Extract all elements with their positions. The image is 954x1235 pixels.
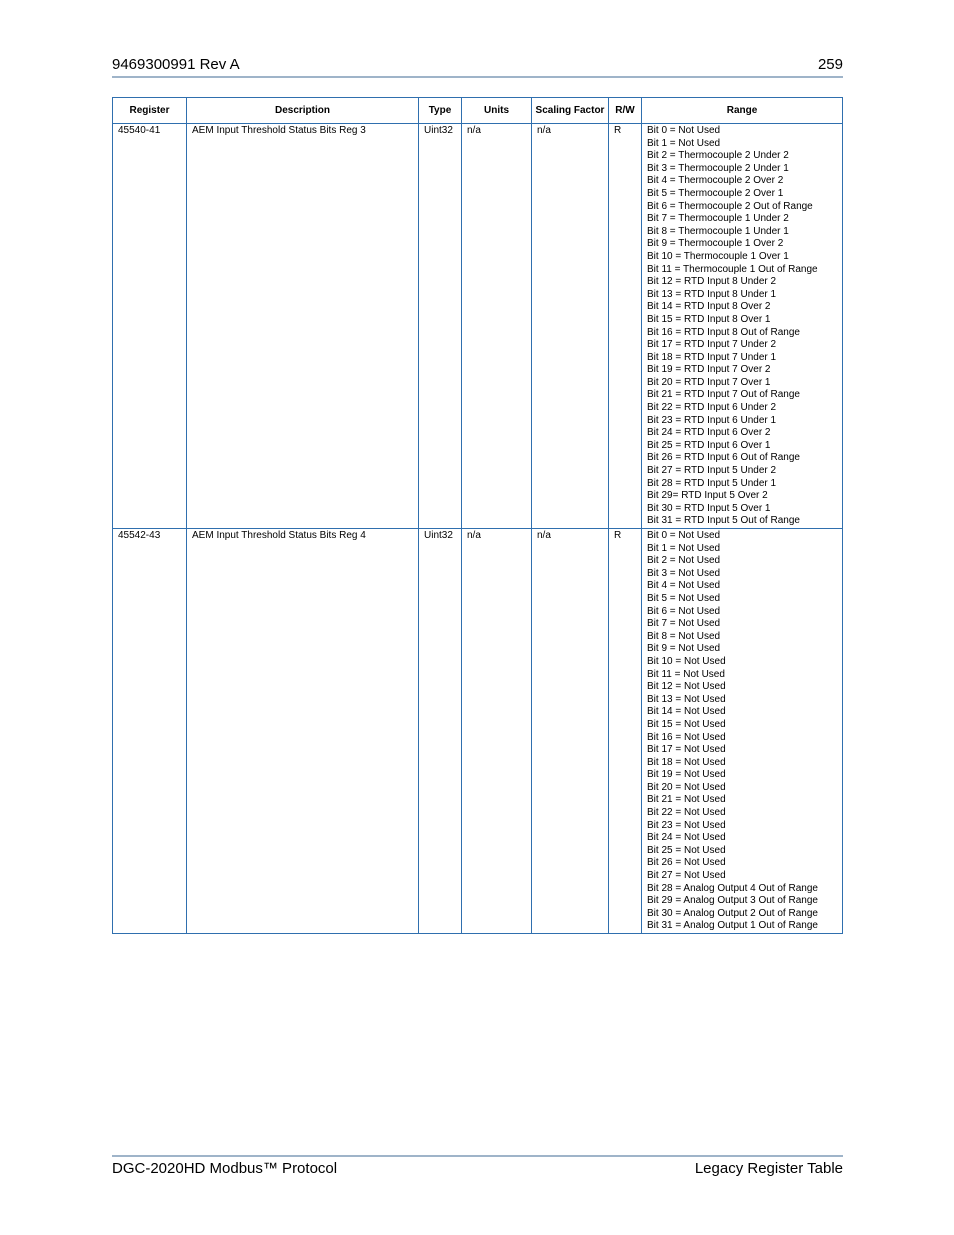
- range-bit-line: Bit 30 = Analog Output 2 Out of Range: [647, 907, 818, 919]
- range-bit-line: Bit 26 = RTD Input 6 Out of Range: [647, 452, 800, 464]
- range-bit-line: Bit 13 = RTD Input 8 Under 1: [647, 288, 777, 300]
- column-header-range: Range: [642, 98, 843, 124]
- range-bit-line: Bit 18 = Not Used: [647, 756, 726, 768]
- range-bit-line: Bit 11 = Thermocouple 1 Out of Range: [647, 263, 818, 275]
- range-bit-line: Bit 6 = Thermocouple 2 Out of Range: [647, 200, 813, 212]
- scaling-cell: n/a: [532, 124, 609, 529]
- range-bit-line: Bit 30 = RTD Input 5 Over 1: [647, 502, 771, 514]
- range-bit-line: Bit 25 = Not Used: [647, 844, 726, 856]
- range-bit-line: Bit 8 = Thermocouple 1 Under 1: [647, 225, 789, 237]
- range-bit-line: Bit 20 = Not Used: [647, 781, 726, 793]
- range-bit-line: Bit 15 = Not Used: [647, 718, 726, 730]
- range-bit-line: Bit 31 = RTD Input 5 Out of Range: [647, 515, 800, 527]
- range-bit-line: Bit 17 = RTD Input 7 Under 2: [647, 339, 777, 351]
- range-bit-line: Bit 14 = Not Used: [647, 706, 726, 718]
- range-bit-line: Bit 1 = Not Used: [647, 542, 721, 554]
- footer-rule: [112, 1155, 843, 1157]
- range-bit-line: Bit 16 = Not Used: [647, 731, 726, 743]
- document-number: 9469300991 Rev A: [112, 56, 240, 73]
- type-cell: Uint32: [419, 529, 462, 934]
- range-bit-line: Bit 27 = Not Used: [647, 870, 726, 882]
- range-bit-line: Bit 7 = Thermocouple 1 Under 2: [647, 213, 789, 225]
- scaling-cell: n/a: [532, 529, 609, 934]
- register-cell: 45542-43: [113, 529, 187, 934]
- column-header-scaling-factor: Scaling Factor: [532, 98, 609, 124]
- range-bit-line: Bit 29 = Analog Output 3 Out of Range: [647, 895, 818, 907]
- range-bit-line: Bit 3 = Not Used: [647, 567, 721, 579]
- range-cell: [642, 529, 843, 934]
- page-number: 259: [817, 56, 843, 73]
- range-cell: [642, 124, 843, 529]
- range-bit-line: Bit 4 = Thermocouple 2 Over 2: [647, 175, 784, 187]
- column-header-type: Type: [419, 98, 462, 124]
- range-bit-line: Bit 23 = RTD Input 6 Under 1: [647, 414, 777, 426]
- description-cell: AEM Input Threshold Status Bits Reg 3: [187, 124, 419, 529]
- range-bit-line: Bit 24 = Not Used: [647, 832, 726, 844]
- description-cell: AEM Input Threshold Status Bits Reg 4: [187, 529, 419, 934]
- range-bit-line: Bit 11 = Not Used: [647, 668, 725, 680]
- range-bit-line: Bit 7 = Not Used: [647, 618, 721, 630]
- table-header-row: [113, 98, 843, 124]
- range-bit-line: Bit 14 = RTD Input 8 Over 2: [647, 301, 771, 313]
- range-bit-line: Bit 27 = RTD Input 5 Under 2: [647, 465, 777, 477]
- range-bit-line: Bit 20 = RTD Input 7 Over 1: [647, 376, 771, 388]
- range-bit-line: Bit 12 = RTD Input 8 Under 2: [647, 276, 777, 288]
- footer-title: DGC-2020HD Modbus™ Protocol: [112, 1160, 338, 1177]
- range-bit-line: Bit 28 = RTD Input 5 Under 1: [647, 477, 777, 489]
- range-bit-line: Bit 18 = RTD Input 7 Under 1: [647, 351, 777, 363]
- range-bit-line: Bit 13 = Not Used: [647, 693, 726, 705]
- range-bit-line: Bit 9 = Not Used: [647, 643, 721, 655]
- register-cell: 45540-41: [113, 124, 187, 529]
- range-bit-line: Bit 29= RTD Input 5 Over 2: [647, 490, 768, 502]
- range-bit-line: Bit 26 = Not Used: [647, 857, 726, 869]
- range-bit-line: Bit 16 = RTD Input 8 Out of Range: [647, 326, 800, 338]
- range-bit-line: Bit 4 = Not Used: [647, 580, 721, 592]
- range-bit-line: Bit 12 = Not Used: [647, 681, 726, 693]
- footer-section: Legacy Register Table: [694, 1160, 843, 1177]
- range-bit-line: Bit 15 = RTD Input 8 Over 1: [647, 313, 771, 325]
- rw-cell: R: [609, 529, 642, 934]
- header-rule: [112, 76, 843, 78]
- range-bit-line: Bit 31 = Analog Output 1 Out of Range: [647, 920, 818, 932]
- type-cell: Uint32: [419, 124, 462, 529]
- range-bit-line: Bit 17 = Not Used: [647, 744, 726, 756]
- range-bit-line: Bit 6 = Not Used: [647, 605, 721, 617]
- range-bit-line: Bit 24 = RTD Input 6 Over 2: [647, 427, 771, 439]
- column-header-register: Register: [113, 98, 187, 124]
- range-bit-line: Bit 2 = Thermocouple 2 Under 2: [647, 150, 789, 162]
- range-bit-line: Bit 0 = Not Used: [647, 125, 721, 136]
- range-bit-line: Bit 22 = Not Used: [647, 807, 726, 819]
- range-bit-line: Bit 5 = Not Used: [647, 592, 721, 604]
- range-bit-line: Bit 21 = RTD Input 7 Out of Range: [647, 389, 800, 401]
- range-bit-line: Bit 25 = RTD Input 6 Over 1: [647, 439, 771, 451]
- range-bit-line: Bit 5 = Thermocouple 2 Over 1: [647, 187, 784, 199]
- range-bit-line: Bit 19 = Not Used: [647, 769, 726, 781]
- range-bit-line: Bit 28 = Analog Output 4 Out of Range: [647, 882, 818, 894]
- range-bit-line: Bit 19 = RTD Input 7 Over 2: [647, 364, 771, 376]
- page-header: [112, 56, 843, 76]
- table-row: [113, 529, 843, 934]
- range-bit-line: Bit 1 = Not Used: [647, 137, 721, 149]
- units-cell: n/a: [462, 124, 532, 529]
- column-header-rw: R/W: [609, 98, 642, 124]
- range-bit-line: Bit 0 = Not Used: [647, 530, 721, 541]
- range-bit-line: Bit 10 = Thermocouple 1 Over 1: [647, 250, 789, 262]
- range-bit-line: Bit 23 = Not Used: [647, 819, 726, 831]
- range-bit-line: Bit 2 = Not Used: [647, 555, 721, 567]
- range-bit-line: Bit 10 = Not Used: [647, 655, 726, 667]
- register-table: [112, 97, 843, 934]
- range-bit-line: Bit 8 = Not Used: [647, 630, 721, 642]
- units-cell: n/a: [462, 529, 532, 934]
- range-bit-line: Bit 3 = Thermocouple 2 Under 1: [647, 162, 789, 174]
- table-row: [113, 124, 843, 529]
- column-header-units: Units: [462, 98, 532, 124]
- range-bit-line: Bit 9 = Thermocouple 1 Over 2: [647, 238, 784, 250]
- page-footer: [112, 1160, 843, 1180]
- range-bit-line: Bit 21 = Not Used: [647, 794, 726, 806]
- range-bit-line: Bit 22 = RTD Input 6 Under 2: [647, 402, 777, 414]
- column-header-description: Description: [187, 98, 419, 124]
- rw-cell: R: [609, 124, 642, 529]
